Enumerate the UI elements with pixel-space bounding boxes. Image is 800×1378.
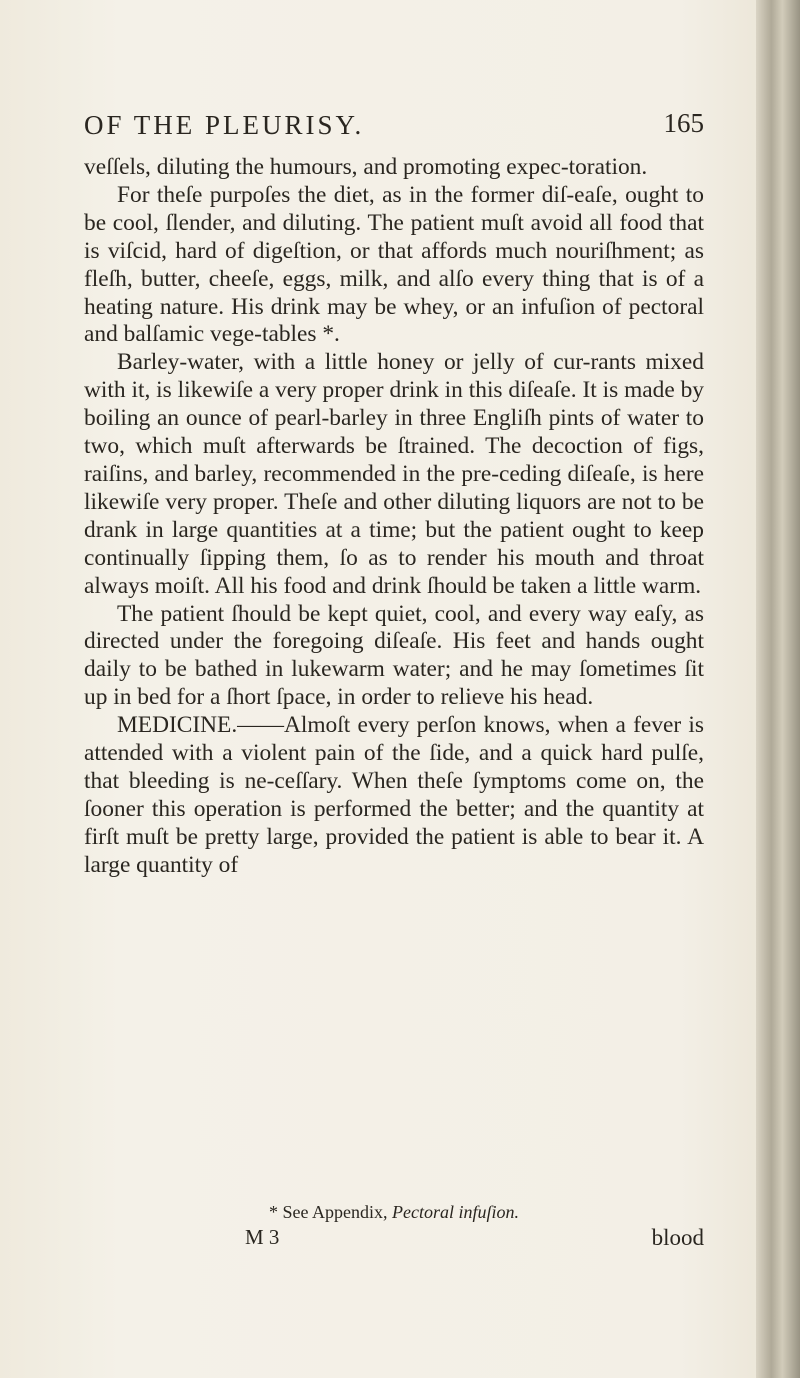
page-number: 165 <box>663 108 704 138</box>
paragraph-3: Barley-water, with a little honey or jelly of cur-rants mixed with it, is likewiſe a very proper drink in this diſeaſe. It is made by boiling an ounce of pearl-barley in three Engliſh pints of water to two, which muſt afterwards be ſtrained. The decoction of figs, raiſins, and barley, recommended in the pre-ceding diſeaſe, is here likewiſe very proper. Theſe and other diluting liquors are not to be drank in large quantities at a time; but the patient ought to keep continually ſipping them, ſo as to render his mouth and throat always moiſt. All his food and drink ſhould be taken a little warm. <box>84 349 704 599</box>
paragraph-2: For theſe purpoſes the diet, as in the former diſ-eaſe, ought to be cool, ſlender, and diluting. The patient muſt avoid all food that is viſcid, hard of digeſtion, or that affords much nouriſhment; as fleſh, butter, cheeſe, eggs, milk, and alſo every thing that is of a heating nature. His drink may be whey, or an infuſion of pectoral and balſamic vege-tables *. <box>84 181 704 348</box>
footnote <box>84 1202 704 1223</box>
signature-mark: M 3 <box>245 1225 280 1249</box>
catchword: blood <box>651 1225 704 1250</box>
footnote-title: Pectoral infuſion. <box>392 1202 519 1222</box>
page-header <box>84 110 704 150</box>
paragraph-1: veſſels, diluting the humours, and promoting expec-toration. <box>84 154 648 180</box>
body-text <box>84 154 704 880</box>
book-binding-edge <box>756 0 800 1378</box>
running-head: OF THE PLEURISY. <box>84 110 365 140</box>
paragraph-4: The patient ſhould be kept quiet, cool, and every way eaſy, as directed under the foregoing diſeaſe. His feet and hands ought daily to be bathed in lukewarm water; and he may ſometimes ſit up in bed for a ſhort ſpace, in order to relieve his head. <box>84 600 704 711</box>
paragraph-5: MEDICINE.——Almoſt every perſon knows, when a fever is attended with a violent pain of the ſide, and a quick hard pulſe, that bleeding is ne-ceſſary. When theſe ſymptoms come on, the ſooner this operation is performed the better; and the quantity at firſt muſt be pretty large, provided the patient is able to bear it. A large quantity of <box>84 712 704 878</box>
footnote-prefix: * See Appendix, <box>269 1202 388 1222</box>
